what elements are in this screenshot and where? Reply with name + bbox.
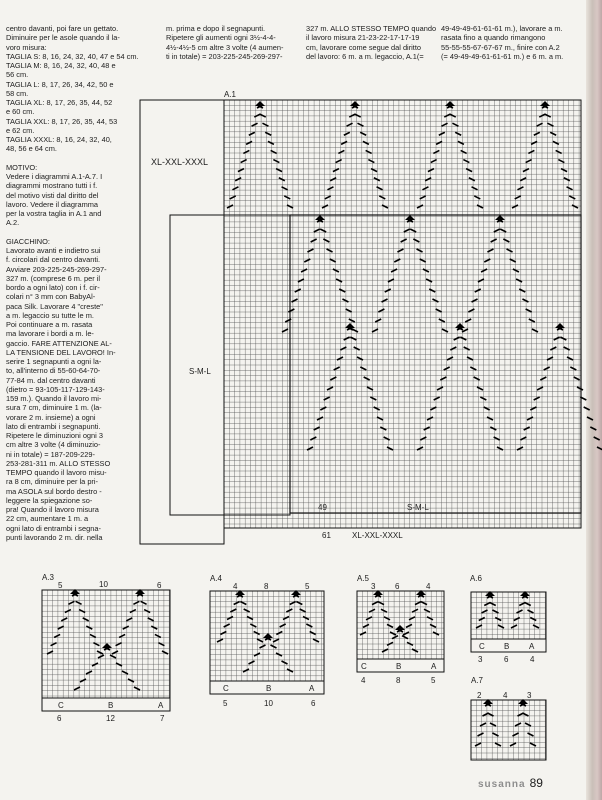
- instructions-column-3: 327 m. ALLO STESSO TEMPO quando il lavoro misura 21-23-22-17-17-19 cm, lavorare come segue dal diritto del lavoro: 6 m. a m. legaccio, A.1(=: [306, 24, 437, 61]
- a5-top-num-c: 3: [371, 582, 376, 591]
- a1-inner-count: 49: [318, 503, 327, 512]
- a3-bottom-num-a: 7: [160, 714, 165, 723]
- a5-letter-b: B: [396, 662, 402, 671]
- a5-bottom-num-a: 5: [431, 676, 436, 685]
- a6-letter-c: C: [479, 642, 485, 651]
- a1-inner-label: S-M-L: [407, 503, 429, 512]
- a6-title: A.6: [470, 574, 483, 583]
- a1-title: A.1: [224, 90, 237, 99]
- a4-letter-c: C: [223, 684, 229, 693]
- a7-chevron-1: [510, 699, 536, 746]
- a3-bottom-num-c: 6: [57, 714, 62, 723]
- a3-bottom-num-b: 12: [106, 714, 115, 723]
- a6-letter-b: B: [504, 642, 510, 651]
- a6-bottom-num-c: 3: [478, 655, 483, 664]
- instructions-column-1: centro davanti, poi fare un gettato. Diminuire per le asole quando il la- voro misura: TAGLIA S: 8, 16, 24, 32, 40, 47 e 54 cm. TAGLIA M: 8, 16, 24, 32, 40, 48 e 56 cm. TAGLIA L: 8, 17, 26, 34, 42, 50 e 58 cm. TAGLIA XL: 8, 17, 26, 35, 44, 52 e 60 cm. TAGLIA XXL: 8, 17, 26, 35, 44, 53 e 62 cm. TAGLIA XXXL: 8, 16, 24, 32, 40, 48, 56 e 64 cm. MOTIVO: Vedere i diagrammi A.1-A.7. I diagrammi mostrano tutti i f. del motivo visti dal diritto del lavoro. Vedere il diagramma per la vostra taglia in A.1 and A.2. GIACCHINO: Lavorato avanti e indietro sui f. circolari dal centro davanti. Avviare 203-225-245-269-297- 327 m. (comprese 6 m. per il bordo a ogni lato) con i f. cir- colari n° 3 mm con BabyAl- paca Silk. Lavorare 4 "creste" a m. legaccio su tutte le m. Poi continuare a m. rasata ma lavorare i bordi a m. le- gaccio. FARE ATTENZIONE AL- LA TENSIONE DEL LAVORO! In- serire 1 segnapunti a ogni la- to, all'interno di 55-60-64-70- 77-84 m. dal centro davanti (dietro = 93-105-117-129-143- 159 m.). Quando il lavoro mi- sura 7 cm, diminuire 1 m. (la- vorare 2 m. insieme) a ogni lato di entrambi i segnapunti. Ripetere le diminuzioni ogni 3 cm altre 3 volte (4 diminuzio- ni in totale) = 187-209-229- 253-281-311 m. ALLO STESSO TEMPO quando il lavoro misu- ra 8 cm, diminuire per la pri- ma ASOLA sul bordo destro - leggere la spiegazione so- pra! Quando il lavoro misura 22 cm, aumentare 1 m. a ogni lato di entrambi i segna- punti lavorando 2 m. dir. nella: [6, 24, 139, 542]
- magazine-brand: susanna: [478, 779, 526, 790]
- page-number: 89: [529, 776, 543, 790]
- a5-title: A.5: [357, 574, 370, 583]
- a6-bottom-num-a: 4: [530, 655, 535, 664]
- a5-bottom-num-b: 8: [396, 676, 401, 685]
- a4-top-num-a: 5: [305, 582, 310, 591]
- a5-letter-a: A: [431, 662, 437, 671]
- a4-bottom-num-a: 6: [311, 699, 316, 708]
- a6-letter-a: A: [529, 642, 535, 651]
- a5-letter-c: C: [361, 662, 367, 671]
- a4-bottom-num-b: 10: [264, 699, 273, 708]
- a3-letter-a: A: [158, 701, 164, 710]
- a3-title: A.3: [42, 573, 55, 582]
- a4-letter-a: A: [309, 684, 315, 693]
- instructions-column-4: 49-49-49-61-61-61 m.), lavorare a m. rasata fino a quando rimangono 55-55-55-67-67-67 m., finire con A.2 (= 49-49-49-61-61-61 m.) e 6 m. a m.: [441, 24, 564, 61]
- a4-letter-b: B: [266, 684, 272, 693]
- page-footer: [478, 776, 543, 790]
- a1-outer-count: 61: [322, 531, 331, 540]
- a3-letter-c: C: [58, 701, 64, 710]
- a3-letter-b: B: [108, 701, 114, 710]
- a5-top-num-a: 4: [426, 582, 431, 591]
- a7-chevron-0: [475, 699, 501, 746]
- a7-top-num-1: 2: [477, 691, 482, 700]
- a4-top-num-c: 4: [233, 582, 238, 591]
- a4-title: A.4: [210, 574, 223, 583]
- a7-grid: [471, 700, 546, 760]
- instructions-column-2: m. prima e dopo il segnapunti. Ripetere gli aumenti ogni 3½-4-4- 4½-4½-5 cm altre 3 volte (4 aumen- ti in totale) = 203-225-245-269-297-: [166, 24, 284, 61]
- a3-top-num-c: 5: [58, 581, 63, 590]
- a7-top-num-2: 4: [503, 691, 508, 700]
- a4-top-num-b: 8: [264, 582, 269, 591]
- a4-bottom-num-c: 5: [223, 699, 228, 708]
- a5-bottom-num-c: 4: [361, 676, 366, 685]
- a7-top-num-3: 3: [527, 691, 532, 700]
- a5-top-num-b: 6: [395, 582, 400, 591]
- a1-label-xl-xxl-xxxl: XL-XXL-XXXL: [151, 157, 209, 167]
- a6-bottom-num-b: 6: [504, 655, 509, 664]
- a1-label-s-m-l: S-M-L: [189, 367, 211, 376]
- a7-title: A.7: [471, 676, 484, 685]
- a3-top-num-a: 6: [157, 581, 162, 590]
- a3-top-num-b: 10: [99, 580, 108, 589]
- a1-outer-label: XL-XXL-XXXL: [352, 531, 403, 540]
